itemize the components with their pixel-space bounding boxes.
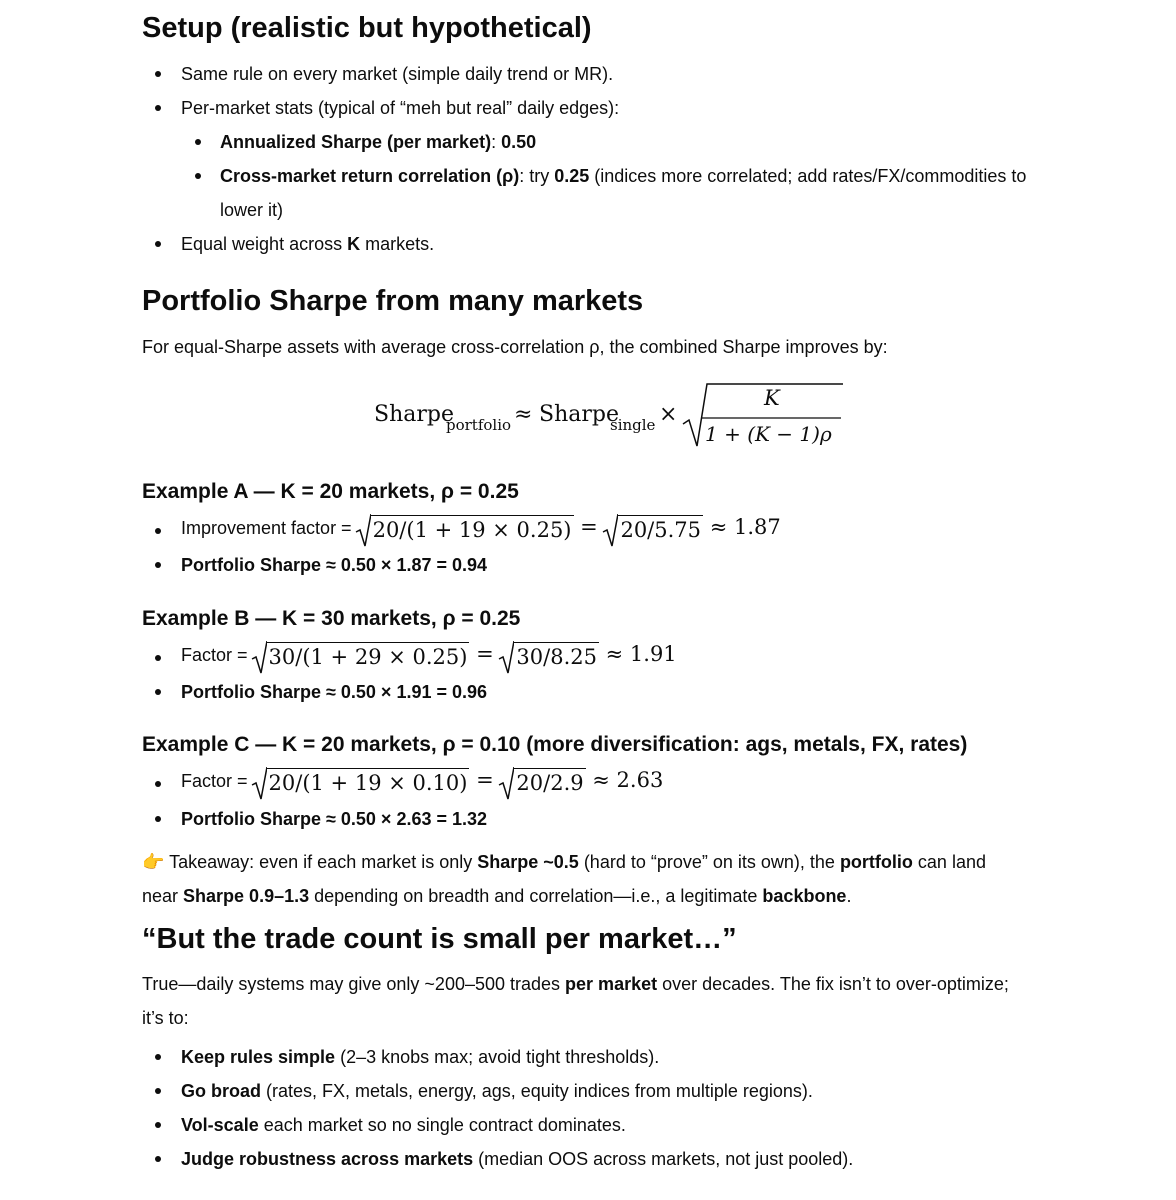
takeaway-t5-bold: backbone: [762, 886, 847, 906]
portfolio-intro: For equal-Sharpe assets with average cross-correlation ρ, the combined Sharpe improves by:: [142, 337, 888, 357]
formula-approx: ≈: [514, 402, 533, 427]
setup-bullet-3: [181, 231, 434, 257]
setup-bullet-1: Same rule on every market (simple daily trend or MR).: [181, 64, 614, 84]
example-a-portfolio-sharpe: [181, 552, 487, 578]
ps-label: Portfolio Sharpe: [181, 555, 322, 575]
trades-item-rest: (rates, FX, metals, energy, ags, equity indices from multiple regions).: [261, 1081, 813, 1101]
formula-denominator: 1 + (K − 1)ρ: [705, 422, 832, 446]
sqrt1-text: 30/(1 + 29 × 0.25): [268, 644, 468, 669]
sqrt-expression-1: [267, 768, 470, 796]
factor-result: ≈ 1.91: [598, 642, 677, 666]
factor-label: Improvement factor =: [181, 518, 357, 538]
takeaway-t1: Takeaway: even if each market is only: [164, 852, 478, 872]
sub2-rest: (indices more correlated; add rates/FX/commodities to: [589, 166, 1027, 186]
sqrt-expression-2: [618, 515, 703, 543]
trades-item-rest: each market so no single contract dominates.: [258, 1115, 626, 1135]
sub2-mid: : try: [519, 166, 555, 186]
takeaway-t6: .: [846, 886, 852, 906]
sqrt1-text: 20/(1 + 19 × 0.25): [372, 517, 572, 542]
bullet-dot: [155, 241, 161, 247]
formula-lhs: Sharpe: [374, 402, 454, 427]
takeaway-t5: depending on breadth and correlation—i.e., a legitimate: [309, 886, 763, 906]
setup-sub-bullet-2-cont: lower it): [220, 200, 284, 220]
takeaway-t2: (hard to “prove” on its own), the: [578, 852, 840, 872]
pointing-hand-icon: 👉: [142, 852, 165, 872]
takeaway-line-2: [142, 883, 851, 909]
trades-item: [181, 1044, 659, 1070]
sqrt-expression-1: [371, 515, 574, 543]
bullet-dot: [155, 816, 161, 822]
formula-rhs: Sharpe: [539, 402, 619, 427]
bullet-dot: [155, 1122, 161, 1128]
setup-bullet-2: Per-market stats (typical of “meh but real” daily edges):: [181, 98, 620, 118]
formula-rhs-sub: single: [610, 416, 656, 434]
ps-label: Portfolio Sharpe: [181, 682, 322, 702]
example-c-heading: Example C — K = 20 markets, ρ = 0.10 (more diversification: ags, metals, FX, rates): [142, 733, 968, 756]
sqrt1-text: 20/(1 + 19 × 0.10): [268, 770, 468, 795]
factor-label: Factor =: [181, 771, 253, 791]
bullet-dot: [155, 105, 161, 111]
trades-item-bold: Judge robustness across markets: [181, 1149, 474, 1169]
sub1-sep: :: [491, 132, 502, 152]
bullet-dot: [155, 689, 161, 695]
radical-sign: [602, 514, 618, 548]
example-a-heading: Example A — K = 20 markets, ρ = 0.25: [142, 480, 519, 503]
example-c-factor: [181, 767, 663, 801]
portfolio-heading: Portfolio Sharpe from many markets: [142, 285, 644, 317]
trades-p1: True—daily systems may give only ~200–500 trades: [142, 974, 566, 994]
factor-result: ≈ 1.87: [703, 515, 781, 539]
bullet-dot: [155, 781, 161, 787]
eq-sign: =: [573, 515, 605, 539]
b3-pre: Equal weight across: [181, 234, 348, 254]
correlation-value: 0.25: [554, 166, 590, 186]
trades-item-bold: Vol-scale: [181, 1115, 259, 1135]
example-b-factor: [181, 641, 677, 675]
bullet-dot: [155, 655, 161, 661]
b3-post: markets.: [360, 234, 435, 254]
ps-value: ≈ 0.50 × 1.87 = 0.94: [321, 555, 488, 575]
formula-times: ×: [659, 402, 678, 427]
sharpe-formula: [374, 382, 854, 454]
sqrt-expression-2: [514, 768, 585, 796]
example-b-heading: Example B — K = 30 markets, ρ = 0.25: [142, 607, 521, 630]
example-b-portfolio-sharpe: [181, 679, 487, 705]
trades-item-bold: Go broad: [181, 1081, 261, 1101]
example-a-factor: [181, 514, 781, 548]
correlation-label: Cross-market return correlation (ρ): [220, 166, 520, 186]
sqrt2-text: 20/5.75: [620, 517, 702, 542]
bullet-dot: [155, 1054, 161, 1060]
takeaway-t4: near: [142, 886, 184, 906]
trades-item-rest: (2–3 knobs max; avoid tight thresholds).: [335, 1047, 660, 1067]
sqrt-expression-1: [267, 642, 470, 670]
bullet-dot: [155, 528, 161, 534]
takeaway-t3: can land: [912, 852, 986, 872]
trades-item: [181, 1146, 853, 1172]
bullet-dot: [155, 1156, 161, 1162]
trades-heading: “But the trade count is small per market…”: [142, 923, 737, 955]
setup-sub-bullet-1: [220, 129, 536, 155]
bullet-dot: [155, 1088, 161, 1094]
ps-label: Portfolio Sharpe: [181, 809, 322, 829]
bullet-dot: [195, 139, 201, 145]
radical-sign: [251, 767, 267, 801]
takeaway-t4-bold: Sharpe 0.9–1.3: [183, 886, 310, 906]
bullet-dot: [155, 562, 161, 568]
radical-sign: [251, 641, 267, 675]
radical-sign: [355, 514, 371, 548]
sqrt2-text: 20/2.9: [516, 770, 584, 795]
takeaway-t2-bold: portfolio: [839, 852, 913, 872]
bullet-dot: [155, 71, 161, 77]
example-c-portfolio-sharpe: [181, 806, 487, 832]
trades-item: [181, 1078, 813, 1104]
trades-p1-rest: over decades. The fix isn’t to over-optimize;: [657, 974, 1009, 994]
factor-label: Factor =: [181, 645, 253, 665]
sharpe-value: 0.50: [501, 132, 537, 152]
trades-item: [181, 1112, 626, 1138]
radical-sign: [498, 641, 514, 675]
sharpe-label: Annualized Sharpe (per market): [220, 132, 492, 152]
setup-heading: Setup (realistic but hypothetical): [142, 12, 592, 44]
trades-para-line-1: [142, 971, 1009, 997]
ps-value: ≈ 0.50 × 2.63 = 1.32: [321, 809, 488, 829]
bullet-dot: [195, 173, 201, 179]
takeaway-line-1: [142, 849, 986, 875]
formula-numerator: K: [764, 386, 780, 410]
eq-sign: =: [469, 642, 501, 666]
sqrt2-text: 30/8.25: [516, 644, 597, 669]
setup-sub-bullet-2: [220, 163, 1026, 189]
trades-para-line-2: it’s to:: [142, 1008, 189, 1028]
takeaway-t1-bold: Sharpe ~0.5: [477, 852, 579, 872]
sqrt-expression-2: [514, 642, 599, 670]
trades-item-rest: (median OOS across markets, not just pooled).: [473, 1149, 854, 1169]
factor-result: ≈ 2.63: [585, 768, 664, 792]
radical-sign: [498, 767, 514, 801]
formula-lhs-sub: portfolio: [446, 416, 512, 434]
b3-k: K: [347, 234, 361, 254]
ps-value: ≈ 0.50 × 1.91 = 0.96: [321, 682, 488, 702]
trades-p1-bold: per market: [565, 974, 658, 994]
trades-item-bold: Keep rules simple: [181, 1047, 336, 1067]
eq-sign: =: [469, 768, 501, 792]
